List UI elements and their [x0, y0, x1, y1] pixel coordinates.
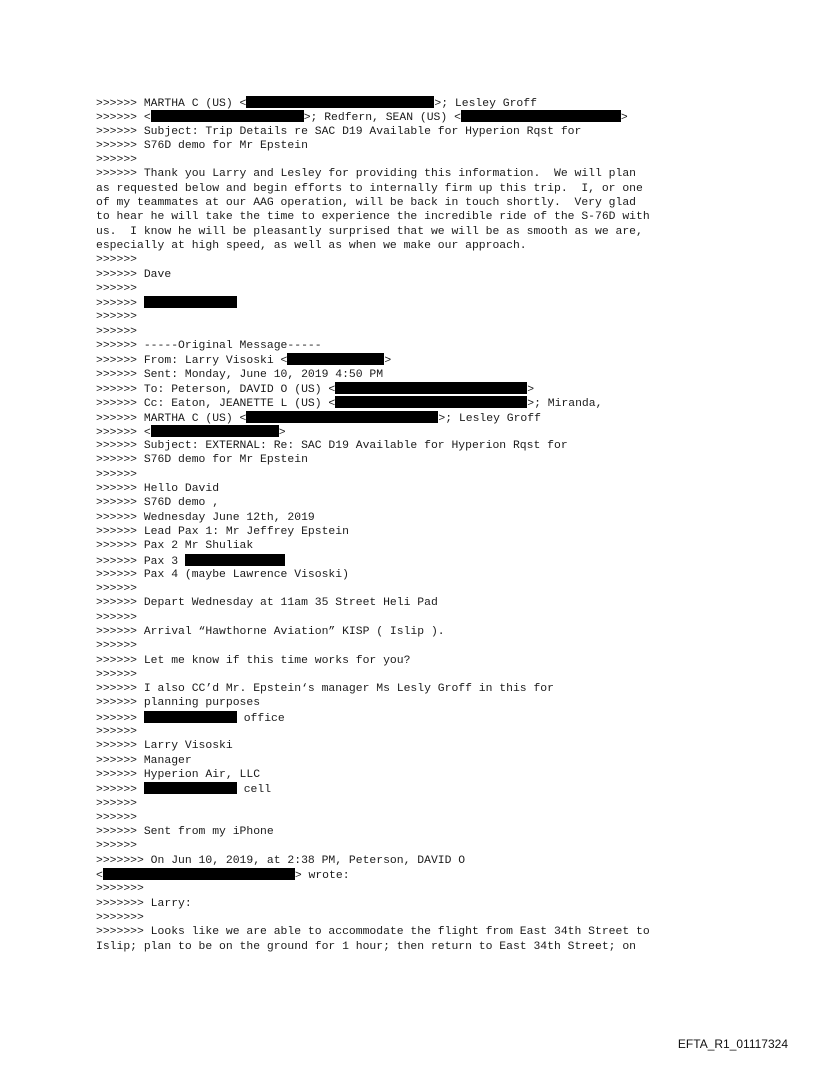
line-text: >>>>>> Pax 3 [96, 555, 185, 568]
redaction-box [185, 554, 285, 566]
email-line [96, 253, 736, 267]
line-text: > [278, 426, 286, 439]
line-text: >>>>>> [96, 611, 138, 624]
redaction-box [246, 96, 434, 108]
line-text: >>>>>> [96, 784, 144, 797]
email-line [96, 425, 736, 439]
email-line [96, 182, 736, 196]
line-text: >>>>>> S76D demo , [96, 497, 220, 510]
redaction-box [335, 396, 527, 408]
email-line [96, 282, 736, 296]
email-line [96, 911, 736, 925]
line-text: >>>>>> [96, 712, 144, 725]
line-text: >>>>>> I also CC’d Mr. Epstein‘s manager Ms Lesly Groff in this for [96, 683, 554, 696]
email-line [96, 839, 736, 853]
email-line [96, 382, 736, 396]
line-text: >>>>>> [96, 311, 138, 324]
email-line [96, 368, 736, 382]
line-text: >>>>>> Cc: Eaton, JEANETTE L (US) < [96, 398, 336, 411]
line-text: >>>>>> [96, 282, 138, 295]
email-body [96, 96, 736, 954]
line-text: >>>>>> Sent: Monday, June 10, 2019 4:50 PM [96, 368, 384, 381]
line-text: >>>>>> [96, 254, 138, 267]
line-text: >; Redfern, SEAN (US) < [303, 112, 461, 125]
email-line [96, 339, 736, 353]
email-line [96, 496, 736, 510]
line-text: us. I know he will be pleasantly surprised that we will be as smooth as we are, [96, 225, 643, 238]
line-text: >>>>>> < [96, 426, 151, 439]
email-line [96, 167, 736, 181]
line-text: >>>>>> [96, 797, 138, 810]
email-line [96, 153, 736, 167]
email-line [96, 940, 736, 954]
email-line [96, 797, 736, 811]
line-text: >>>>>> Dave [96, 268, 172, 281]
redaction-box [335, 382, 527, 394]
line-text: >>>>>>> [96, 883, 144, 896]
email-line [96, 811, 736, 825]
line-text: >>>>>> [96, 668, 138, 681]
email-line [96, 196, 736, 210]
email-line [96, 539, 736, 553]
line-text: >>>>>> S76D demo for Mr Epstein [96, 139, 308, 152]
line-text: >>>>>>> On Jun 10, 2019, at 2:38 PM, Peterson, DAVID O [96, 854, 466, 867]
email-line [96, 353, 736, 367]
line-text: >>>>>> planning purposes [96, 697, 261, 710]
line-text: >; Lesley Groff [434, 98, 537, 110]
email-line [96, 411, 736, 425]
line-text: > [384, 355, 392, 368]
line-text: especially at high speed, as well as when we make our approach. [96, 239, 527, 252]
line-text: >>>>>> Lead Pax 1: Mr Jeffrey Epstein [96, 525, 349, 538]
line-text: >>>>>> [96, 468, 138, 481]
line-text: office [236, 712, 285, 725]
redaction-box [144, 782, 237, 794]
email-line [96, 696, 736, 710]
email-line [96, 482, 736, 496]
email-line [96, 511, 736, 525]
line-text: >>>>>> Arrival “Hawthorne Aviation” KISP ( Islip ). [96, 625, 445, 638]
email-line [96, 239, 736, 253]
email-line [96, 525, 736, 539]
line-text: >>>>>> Sent from my iPhone [96, 826, 274, 839]
line-text: > wrote: [294, 870, 350, 883]
redaction-box [151, 110, 304, 122]
email-line [96, 296, 736, 310]
line-text: >>>>>> [96, 298, 144, 311]
email-line [96, 925, 736, 939]
line-text: >>>>>> -----Original Message----- [96, 340, 322, 353]
email-line [96, 897, 736, 911]
line-text: cell [236, 784, 272, 797]
email-line [96, 782, 736, 796]
email-line [96, 310, 736, 324]
line-text: >>>>>> [96, 325, 138, 338]
redaction-box [103, 868, 295, 880]
email-line [96, 468, 736, 482]
line-text: >; Miranda, [527, 398, 603, 411]
redaction-box [461, 110, 621, 122]
line-text: > [527, 383, 535, 396]
line-text: >>>>>>> Looks like we are able to accommodate the flight from East 34th Street to [96, 926, 650, 939]
line-text: >>>>>> Thank you Larry and Lesley for providing this information. We will plan [96, 168, 637, 181]
email-line [96, 739, 736, 753]
email-line [96, 754, 736, 768]
email-line [96, 439, 736, 453]
line-text: >>>>>> Subject: EXTERNAL: Re: SAC D19 Available for Hyperion Rqst for [96, 440, 568, 453]
line-text: >>>>>> MARTHA C (US) < [96, 98, 247, 110]
email-line [96, 210, 736, 224]
line-text: of my teammates at our AAG operation, will be back in touch shortly. Very glad [96, 197, 637, 210]
line-text: >>>>>> [96, 726, 138, 739]
line-text: as requested below and begin efforts to internally firm up this trip. I, or one [96, 182, 643, 195]
email-line [96, 654, 736, 668]
email-line [96, 611, 736, 625]
line-text: >>>>>> From: Larry Visoski < [96, 355, 288, 368]
line-text: >>>>>> S76D demo for Mr Epstein [96, 454, 308, 467]
email-line [96, 125, 736, 139]
email-line [96, 639, 736, 653]
email-line [96, 96, 736, 110]
email-line [96, 268, 736, 282]
redaction-box [151, 425, 279, 437]
email-line [96, 110, 736, 124]
line-text: >>>>>> < [96, 112, 151, 125]
email-line [96, 625, 736, 639]
line-text: >>>>>> [96, 154, 138, 167]
email-line [96, 139, 736, 153]
line-text: >>>>>> Manager [96, 754, 192, 767]
email-line [96, 768, 736, 782]
line-text: >; Lesley Groff [438, 412, 541, 425]
email-line [96, 568, 736, 582]
email-line [96, 868, 736, 882]
line-text: >>>>>> MARTHA C (US) < [96, 412, 247, 425]
line-text: >>>>>> Depart Wednesday at 11am 35 Street Heli Pad [96, 597, 438, 610]
line-text: Islip; plan to be on the ground for 1 hour; then return to East 34th Street; on [96, 940, 637, 953]
email-line [96, 325, 736, 339]
line-text: >>>>>>> Larry: [96, 897, 192, 910]
line-text: >>>>>> [96, 583, 138, 596]
line-text: >>>>>> [96, 840, 138, 853]
email-line [96, 453, 736, 467]
line-text: >>>>>>> [96, 911, 144, 924]
line-text: to hear he will take the time to experience the incredible ride of the S-76D with [96, 211, 650, 224]
email-line [96, 225, 736, 239]
line-text: >>>>>> Pax 2 Mr Shuliak [96, 540, 254, 553]
redaction-box [144, 296, 237, 308]
email-line [96, 582, 736, 596]
line-text: >>>>>> Larry Visoski [96, 740, 233, 753]
line-text: < [96, 870, 103, 883]
line-text: > [620, 112, 628, 125]
redaction-box [144, 711, 237, 723]
email-line [96, 882, 736, 896]
email-line [96, 825, 736, 839]
line-text: >>>>>> Wednesday June 12th, 2019 [96, 511, 315, 524]
bates-stamp: EFTA_R1_01117324 [677, 1037, 788, 1051]
line-text: >>>>>> Subject: Trip Details re SAC D19 Available for Hyperion Rqst for [96, 125, 582, 138]
line-text: >>>>>> Hyperion Air, LLC [96, 768, 261, 781]
email-line [96, 711, 736, 725]
line-text: >>>>>> To: Peterson, DAVID O (US) < [96, 383, 336, 396]
line-text: >>>>>> Let me know if this time works for you? [96, 654, 411, 667]
line-text: >>>>>> [96, 811, 138, 824]
redaction-box [246, 411, 438, 423]
email-line [96, 725, 736, 739]
line-text: >>>>>> Pax 4 (maybe Lawrence Visoski) [96, 568, 349, 581]
email-line [96, 554, 736, 568]
email-line [96, 596, 736, 610]
redaction-box [287, 353, 384, 365]
email-line [96, 854, 736, 868]
line-text: >>>>>> [96, 640, 138, 653]
email-line [96, 682, 736, 696]
line-text: >>>>>> Hello David [96, 483, 220, 496]
email-line [96, 396, 736, 410]
email-line [96, 668, 736, 682]
